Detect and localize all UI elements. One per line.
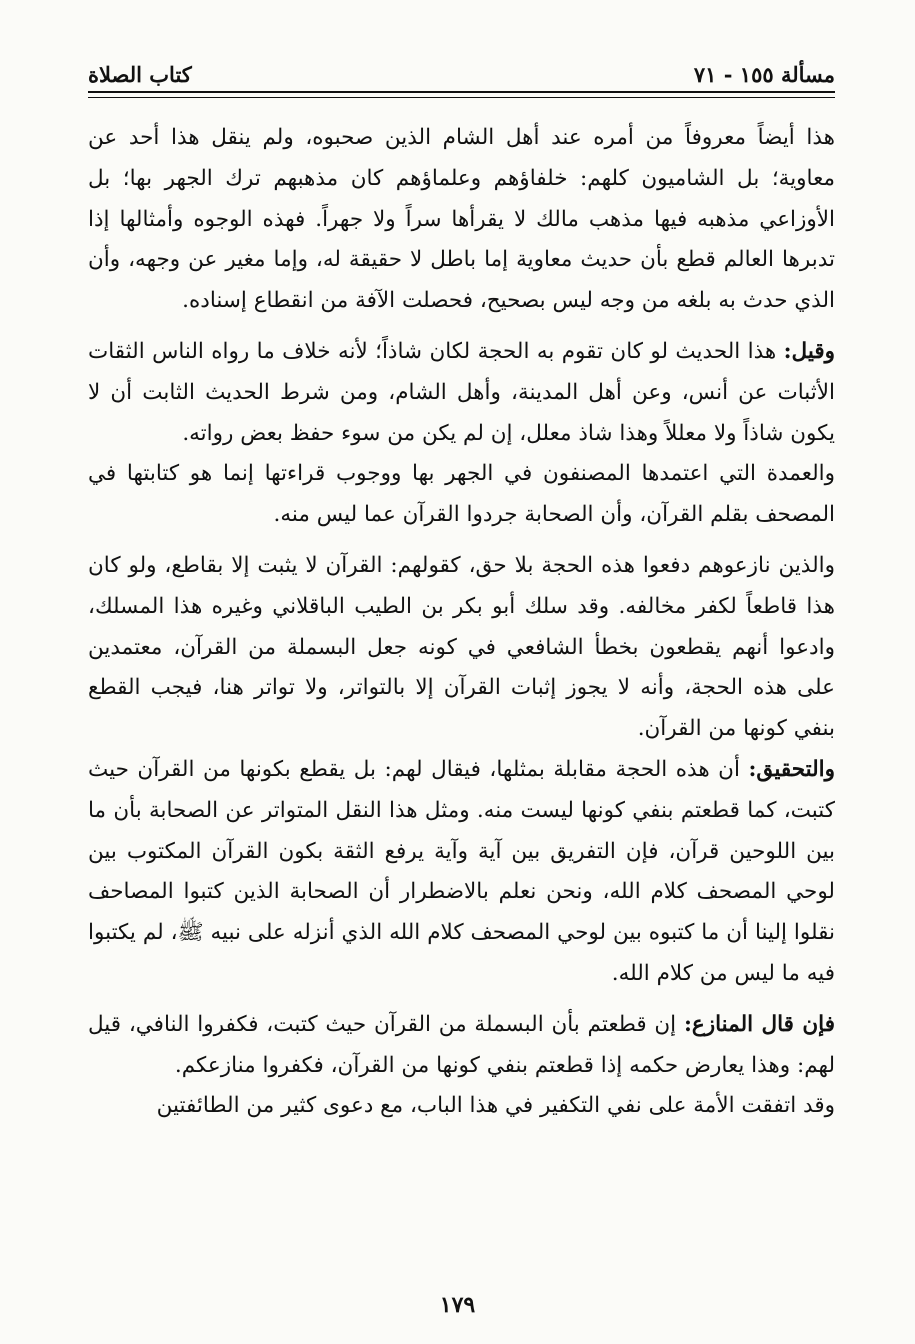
paragraph-text: هذا الحديث لو كان تقوم به الحجة لكان شاذاً؛ لأنه خلاف ما رواه الناس الثقات الأثبات عن أنس، وعن أهل المدينة، وأهل الشام، ومن شرط الحديث الثابت أن لا يكون شاذاً ولا معللاً وهذا شاذ معلل، إن لم يكن من سوء حفظ بعض رواته. xyxy=(88,338,835,446)
paragraph-text: إن قطعتم بأن البسملة من القرآن حيث كتبت، فكفروا النافي، قيل لهم: وهذا يعارض حكمه إذا قطعتم بنفي كونها من القرآن، فكفروا منازعكم. xyxy=(88,1011,835,1078)
paragraph xyxy=(88,332,835,454)
paragraph-text: والعمدة التي اعتمدها المصنفون في الجهر بها ووجوب قراءتها إنما هو كتابتها في المصحف بقلم القرآن، وأن الصحابة جردوا القرآن عما ليس منه. xyxy=(88,461,835,528)
paragraph-lead: فإن قال المنازع: xyxy=(683,1011,835,1037)
page-number: ١٧٩ xyxy=(439,1292,476,1318)
running-header xyxy=(88,55,835,87)
paragraph-text: وقد اتفقت الأمة على نفي التكفير في هذا الباب، مع دعوى كثير من الطائفتين xyxy=(156,1093,835,1119)
main-text xyxy=(88,118,835,1127)
paragraph-text: هذا أيضاً معروفاً من أمره عند أهل الشام الذين صحبوه، ولم ينقل هذا أحد عن معاوية؛ بل الشاميون كلهم: خلفاؤهم وعلماؤهم كان مذهبهم ترك الجهر بها؛ بل الأوزاعي مذهبه فيها مذهب مالك لا يقرأها سراً ولا جهراً. فهذه الوجوه وأمثالها إذا تدبرها العالم قطع بأن حديث معاوية إما باطل لا حقيقة له، وإما مغير عن وجهه، وأن الذي حدث به بلغه من وجه ليس بصحيح، فحصلت الآفة من انقطاع إسناده. xyxy=(88,125,835,314)
paragraph-text: أن هذه الحجة مقابلة بمثلها، فيقال لهم: بل يقطع بكونها من القرآن حيث كتبت، كما قطعتم بنفي كونها ليست منه. ومثل هذا النقل المتواتر عن الصحابة بأن ما بين اللوحين قرآن، فإن التفريق بين آية وآية يرفع الثقة بكون القرآن المكتوب بين لوحي المصحف كلام الله، ونحن نعلم بالاضطرار أن الصحابة الذين كتبوا المصاحف نقلوا إلينا أن ما كتبوه بين لوحي المصحف كلام الله الذي أنزله على نبيه ﷺ، لم يكتبوا فيه ما ليس من كلام الله. xyxy=(88,756,835,986)
paragraph xyxy=(88,118,835,322)
header-rule-thin xyxy=(88,97,835,98)
paragraph-lead: والتحقيق: xyxy=(748,756,835,782)
paragraph-text: والذين نازعوهم دفعوا هذه الحجة بلا حق، كقولهم: القرآن لا يثبت إلا بقاطع، ولو كان هذا قاطعاً لكفر مخالفه. وقد سلك أبو بكر بن الطيب الباقلاني وغيره هذا المسلك، وادعوا أنهم يقطعون بخطأ الشافعي في كونه جعل البسملة من القرآن، معتمدين على هذه الحجة، وأنه لا يجوز إثبات القرآن إلا بالتواتر، ولا تواتر هنا، فيجب القطع بنفي كونها من القرآن. xyxy=(88,552,835,742)
paragraph xyxy=(88,750,835,995)
header-rule-thick xyxy=(88,91,835,93)
book-title: كتاب الصلاة xyxy=(88,62,192,87)
issue-reference: مسألة ١٥٥ - ٧١ xyxy=(693,62,835,87)
paragraph xyxy=(88,546,835,750)
paragraph xyxy=(88,454,835,536)
paragraph xyxy=(88,1086,835,1127)
paragraph-lead: وقيل: xyxy=(783,338,835,364)
paragraph xyxy=(88,1005,835,1087)
